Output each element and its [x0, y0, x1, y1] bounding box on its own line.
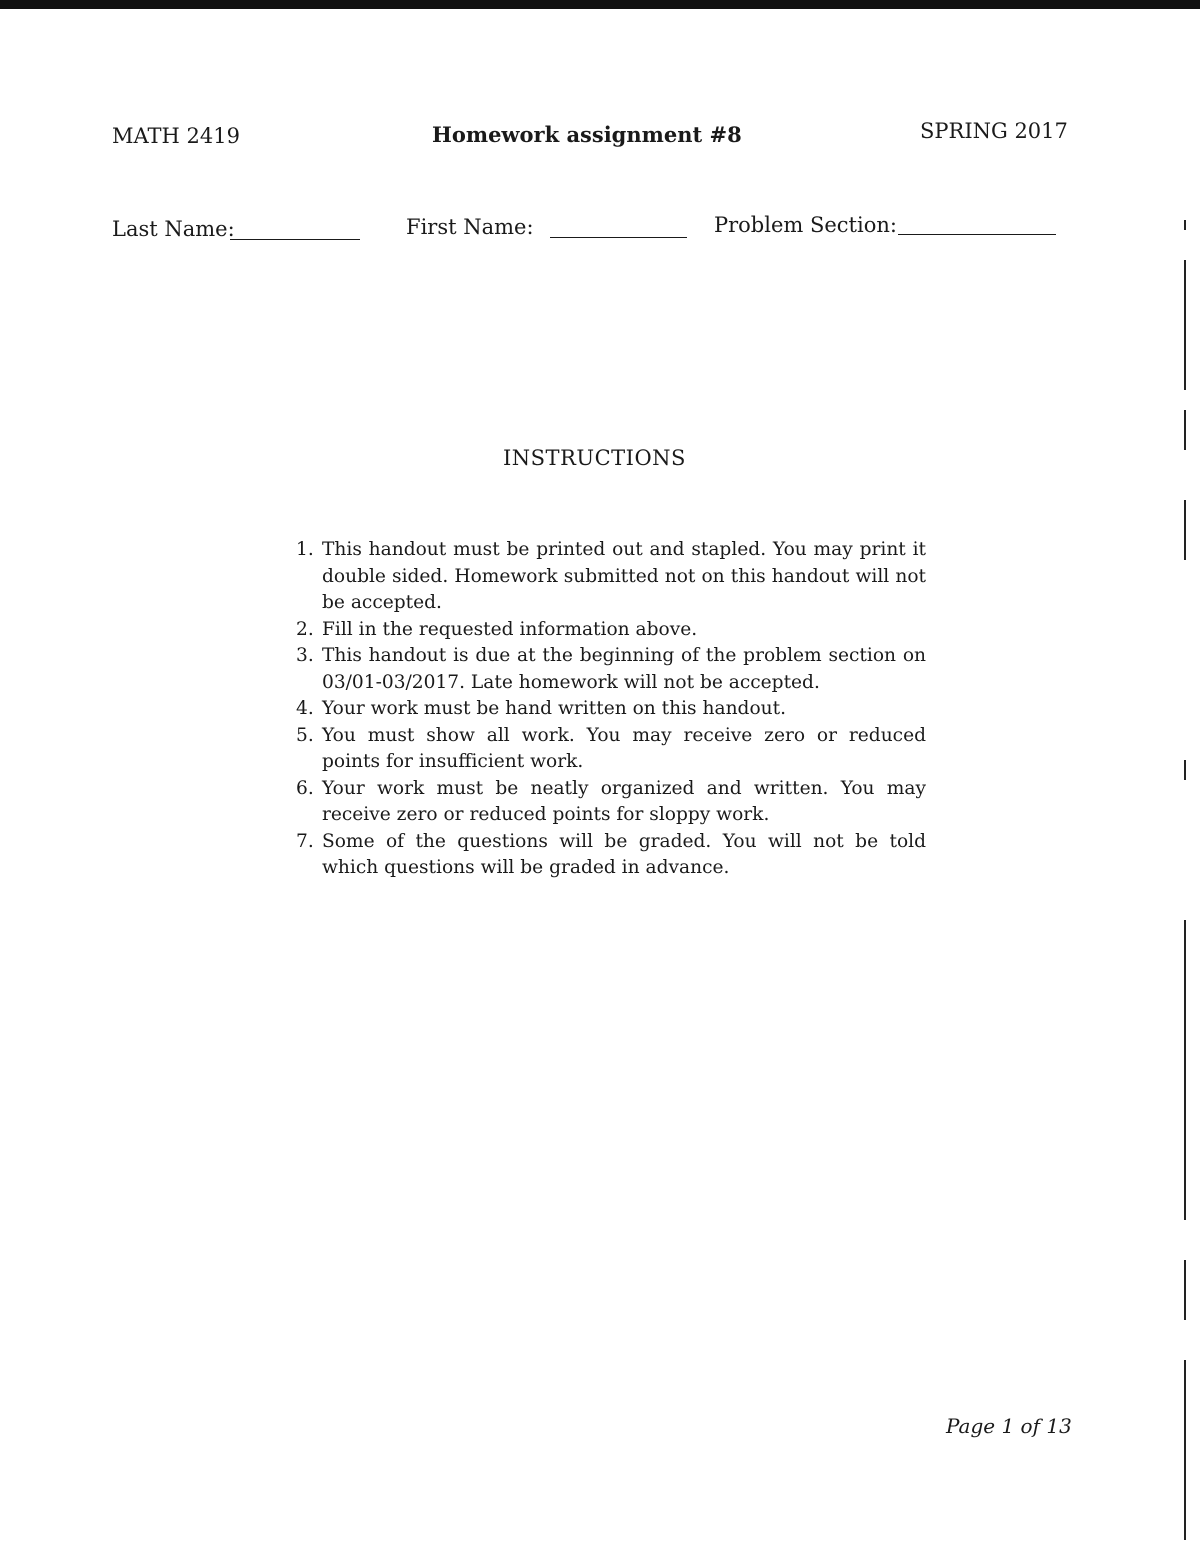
- item-text: You must show all work. You may receive zero or reduced points for insufficient work.: [322, 724, 926, 772]
- list-item: [296, 723, 926, 776]
- instructions-heading: INSTRUCTIONS: [503, 446, 686, 470]
- item-text: Some of the questions will be graded. You will not be told which questions will be graded in advance.: [322, 830, 926, 878]
- list-item: [296, 696, 926, 723]
- item-number: 5.: [296, 724, 314, 746]
- list-item: [296, 776, 926, 829]
- item-text: This handout must be printed out and stapled. You may print it double sided. Homework submitted not on this handout will not be accepted.: [322, 539, 926, 613]
- first-name-blank[interactable]: [550, 237, 687, 238]
- problem-section-label: Problem Section:: [714, 213, 897, 237]
- problem-section-blank[interactable]: [898, 234, 1056, 235]
- name-fields-row: [112, 213, 1072, 251]
- course-code: MATH 2419: [112, 124, 240, 148]
- item-text: This handout is due at the beginning of the problem section on 03/01-03/2017. Late homework will not be accepted.: [322, 645, 926, 693]
- item-number: 7.: [296, 830, 314, 852]
- list-item: [296, 829, 926, 882]
- last-name-label: Last Name:: [112, 217, 235, 241]
- list-item: [296, 617, 926, 644]
- instructions-list: [296, 537, 926, 882]
- item-number: 3.: [296, 645, 314, 666]
- item-number: 4.: [296, 698, 314, 719]
- list-item: [296, 643, 926, 696]
- term: SPRING 2017: [920, 119, 1068, 143]
- list-item: [296, 537, 926, 617]
- item-text: Your work must be hand written on this handout.: [322, 698, 786, 719]
- scan-edge-marks: [1184, 160, 1188, 1540]
- item-text: Your work must be neatly organized and written. You may receive zero or reduced points for sloppy work.: [322, 777, 926, 825]
- item-number: 6.: [296, 777, 314, 799]
- item-number: 1.: [296, 539, 314, 560]
- item-text: Fill in the requested information above.: [322, 618, 698, 640]
- item-number: 2.: [296, 618, 314, 640]
- scan-top-edge: [0, 0, 1200, 9]
- page-number: Page 1 of 13: [946, 1414, 1072, 1438]
- last-name-blank[interactable]: [230, 239, 360, 240]
- first-name-label: First Name:: [406, 215, 534, 239]
- assignment-title: Homework assignment #8: [432, 122, 742, 147]
